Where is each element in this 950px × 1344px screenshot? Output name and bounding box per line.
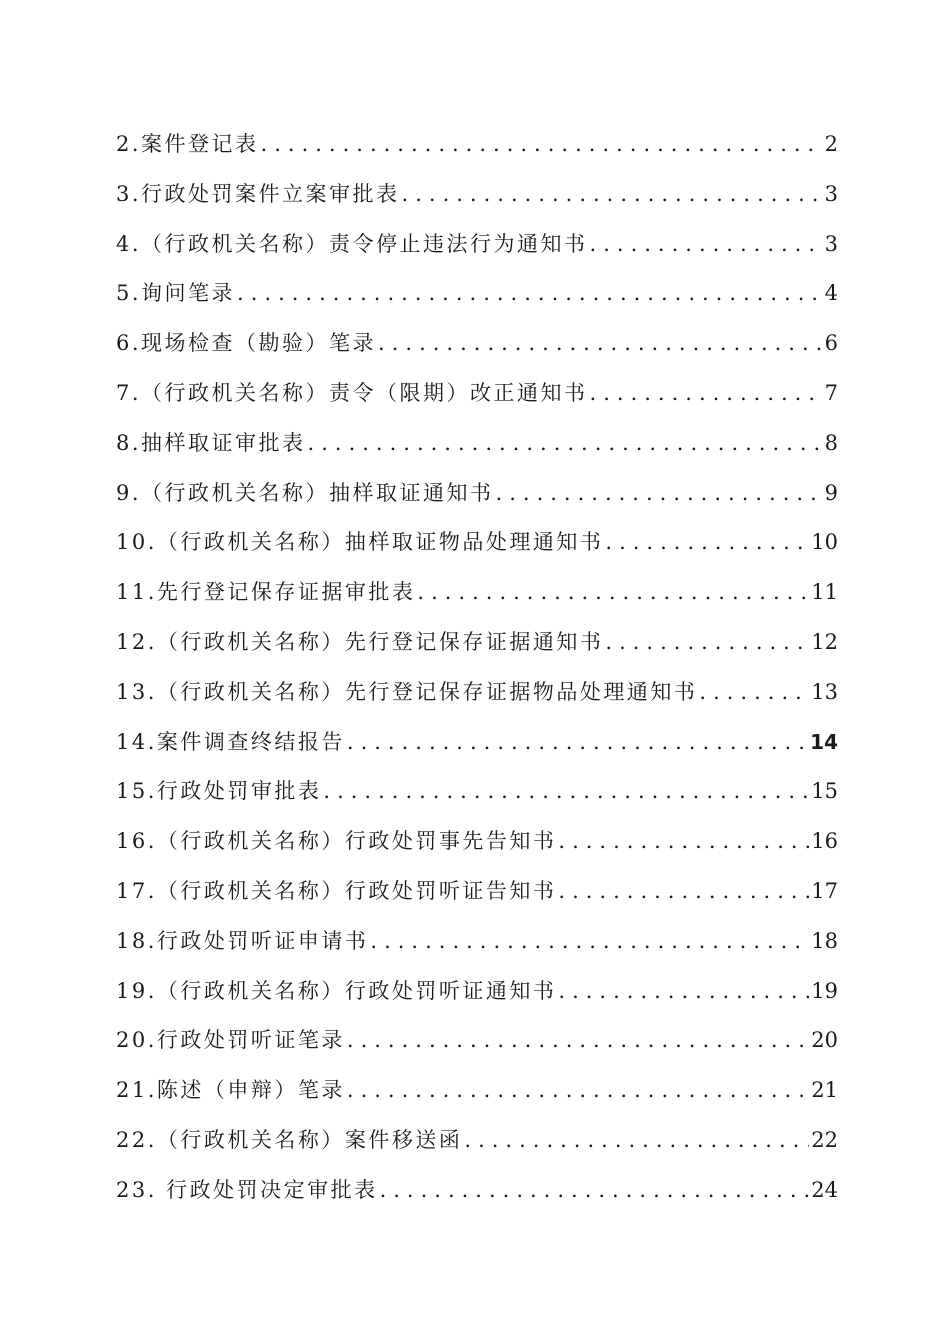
toc-entry-title: 11.先行登记保存证据审批表 (116, 580, 416, 605)
toc-entry-title: 8.抽样取证审批表 (116, 430, 306, 455)
toc-entry-page: 16 (811, 829, 838, 854)
toc-entry-title: 19.（行政机关名称）行政处罚听证通知书 (116, 978, 557, 1003)
toc-entry-page: 9 (824, 480, 838, 505)
toc-entry[interactable] (116, 975, 838, 1025)
toc-entry-page: 6 (824, 331, 838, 356)
dot-leader (605, 630, 809, 654)
toc-entry[interactable] (116, 427, 838, 477)
toc-entry[interactable] (116, 576, 838, 626)
toc-entry[interactable] (116, 875, 838, 925)
dot-leader (308, 431, 823, 455)
dot-leader (590, 381, 823, 405)
toc-entry-page: 2 (824, 132, 838, 156)
toc-entry[interactable] (116, 1024, 838, 1074)
toc-entry-page: 3 (824, 181, 838, 206)
toc-entry-page: 11 (811, 580, 838, 605)
toc-entry-page: 22 (811, 1127, 838, 1152)
toc-entry[interactable] (116, 526, 838, 576)
toc-entry[interactable] (116, 676, 838, 726)
toc-entry-title: 7.（行政机关名称）责令（限期）改正通知书 (116, 380, 588, 405)
toc-entry-page: 13 (811, 679, 838, 704)
toc-entry-page: 24 (811, 1177, 838, 1202)
dot-leader (590, 232, 823, 256)
toc-entry[interactable] (116, 726, 838, 776)
toc-entry[interactable] (116, 178, 838, 228)
toc-entry-title: 15.行政处罚审批表 (116, 779, 322, 804)
toc-entry[interactable] (116, 626, 838, 676)
toc-entry[interactable] (116, 1124, 838, 1174)
toc-entry-page: 20 (811, 1028, 838, 1053)
toc-entry-title: 23. 行政处罚决定审批表 (116, 1177, 378, 1202)
dot-leader (417, 580, 809, 604)
toc-entry-title: 21.陈述（申辩）笔录 (116, 1078, 345, 1103)
toc-entry-page: 7 (824, 380, 838, 405)
toc-entry[interactable] (116, 775, 838, 825)
toc-entry[interactable] (116, 925, 838, 975)
dot-leader (370, 929, 809, 953)
dot-leader (402, 182, 823, 206)
toc-entry-title: 17.（行政机关名称）行政处罚听证告知书 (116, 878, 557, 903)
toc-entry-title: 12.（行政机关名称）先行登记保存证据通知书 (116, 629, 604, 654)
toc-entry-title: 6.现场检查（勘验）笔录 (116, 331, 377, 356)
dot-leader (558, 879, 809, 903)
toc-entry-page: 10 (811, 530, 838, 555)
dot-leader (261, 132, 823, 156)
dot-leader (699, 680, 809, 704)
toc-entry-title: 18.行政处罚听证申请书 (116, 928, 369, 953)
toc-entry-page: 15 (811, 779, 838, 804)
dot-leader (347, 1078, 809, 1102)
dot-leader (380, 1178, 810, 1202)
toc-entry[interactable] (116, 228, 838, 278)
dot-leader (558, 979, 809, 1003)
toc-entry-page: 14 (810, 729, 838, 754)
toc-entry-page: 17 (811, 878, 838, 903)
toc-entry[interactable] (116, 128, 838, 178)
dot-leader (464, 1128, 809, 1152)
toc-entry-title: 9.（行政机关名称）抽样取证通知书 (116, 480, 494, 505)
dot-leader (347, 1028, 809, 1052)
toc-entry-title: 10.（行政机关名称）抽样取证物品处理通知书 (116, 530, 604, 555)
toc-entry-page: 21 (811, 1078, 838, 1103)
toc-entry-page: 4 (824, 281, 838, 306)
dot-leader (496, 481, 823, 505)
toc-entry[interactable] (116, 825, 838, 875)
toc-entry-page: 8 (824, 430, 838, 455)
toc-entry[interactable] (116, 477, 838, 527)
toc-entry[interactable] (116, 377, 838, 427)
toc-entry-title: 22.（行政机关名称）案件移送函 (116, 1127, 463, 1152)
dot-leader (323, 779, 809, 803)
toc-entry[interactable] (116, 1074, 838, 1124)
toc-entry-page: 18 (811, 928, 838, 953)
toc-entry-title: 2.案件登记表 (116, 132, 259, 156)
toc-entry[interactable] (116, 327, 838, 377)
dot-leader (605, 530, 809, 554)
dot-leader (378, 331, 823, 355)
toc-entry-title: 5.询问笔录 (116, 281, 236, 306)
toc-entry-page: 3 (824, 231, 838, 256)
dot-leader (237, 281, 823, 305)
toc-entry[interactable] (116, 1174, 838, 1224)
dot-leader (347, 730, 808, 754)
toc-entry-page: 12 (811, 629, 838, 654)
toc-entry-title: 4.（行政机关名称）责令停止违法行为通知书 (116, 231, 588, 256)
toc-entry-title: 16.（行政机关名称）行政处罚事先告知书 (116, 829, 557, 854)
toc-entry-title: 13.（行政机关名称）先行登记保存证据物品处理通知书 (116, 679, 698, 704)
toc-entry-title: 14.案件调查终结报告 (116, 729, 345, 754)
toc-entry-title: 3.行政处罚案件立案审批表 (116, 181, 400, 206)
toc-entry[interactable] (116, 277, 838, 327)
toc-entry-page: 19 (811, 978, 838, 1003)
toc-entry-title: 20.行政处罚听证笔录 (116, 1028, 345, 1053)
table-of-contents (116, 128, 838, 1224)
dot-leader (558, 829, 809, 853)
